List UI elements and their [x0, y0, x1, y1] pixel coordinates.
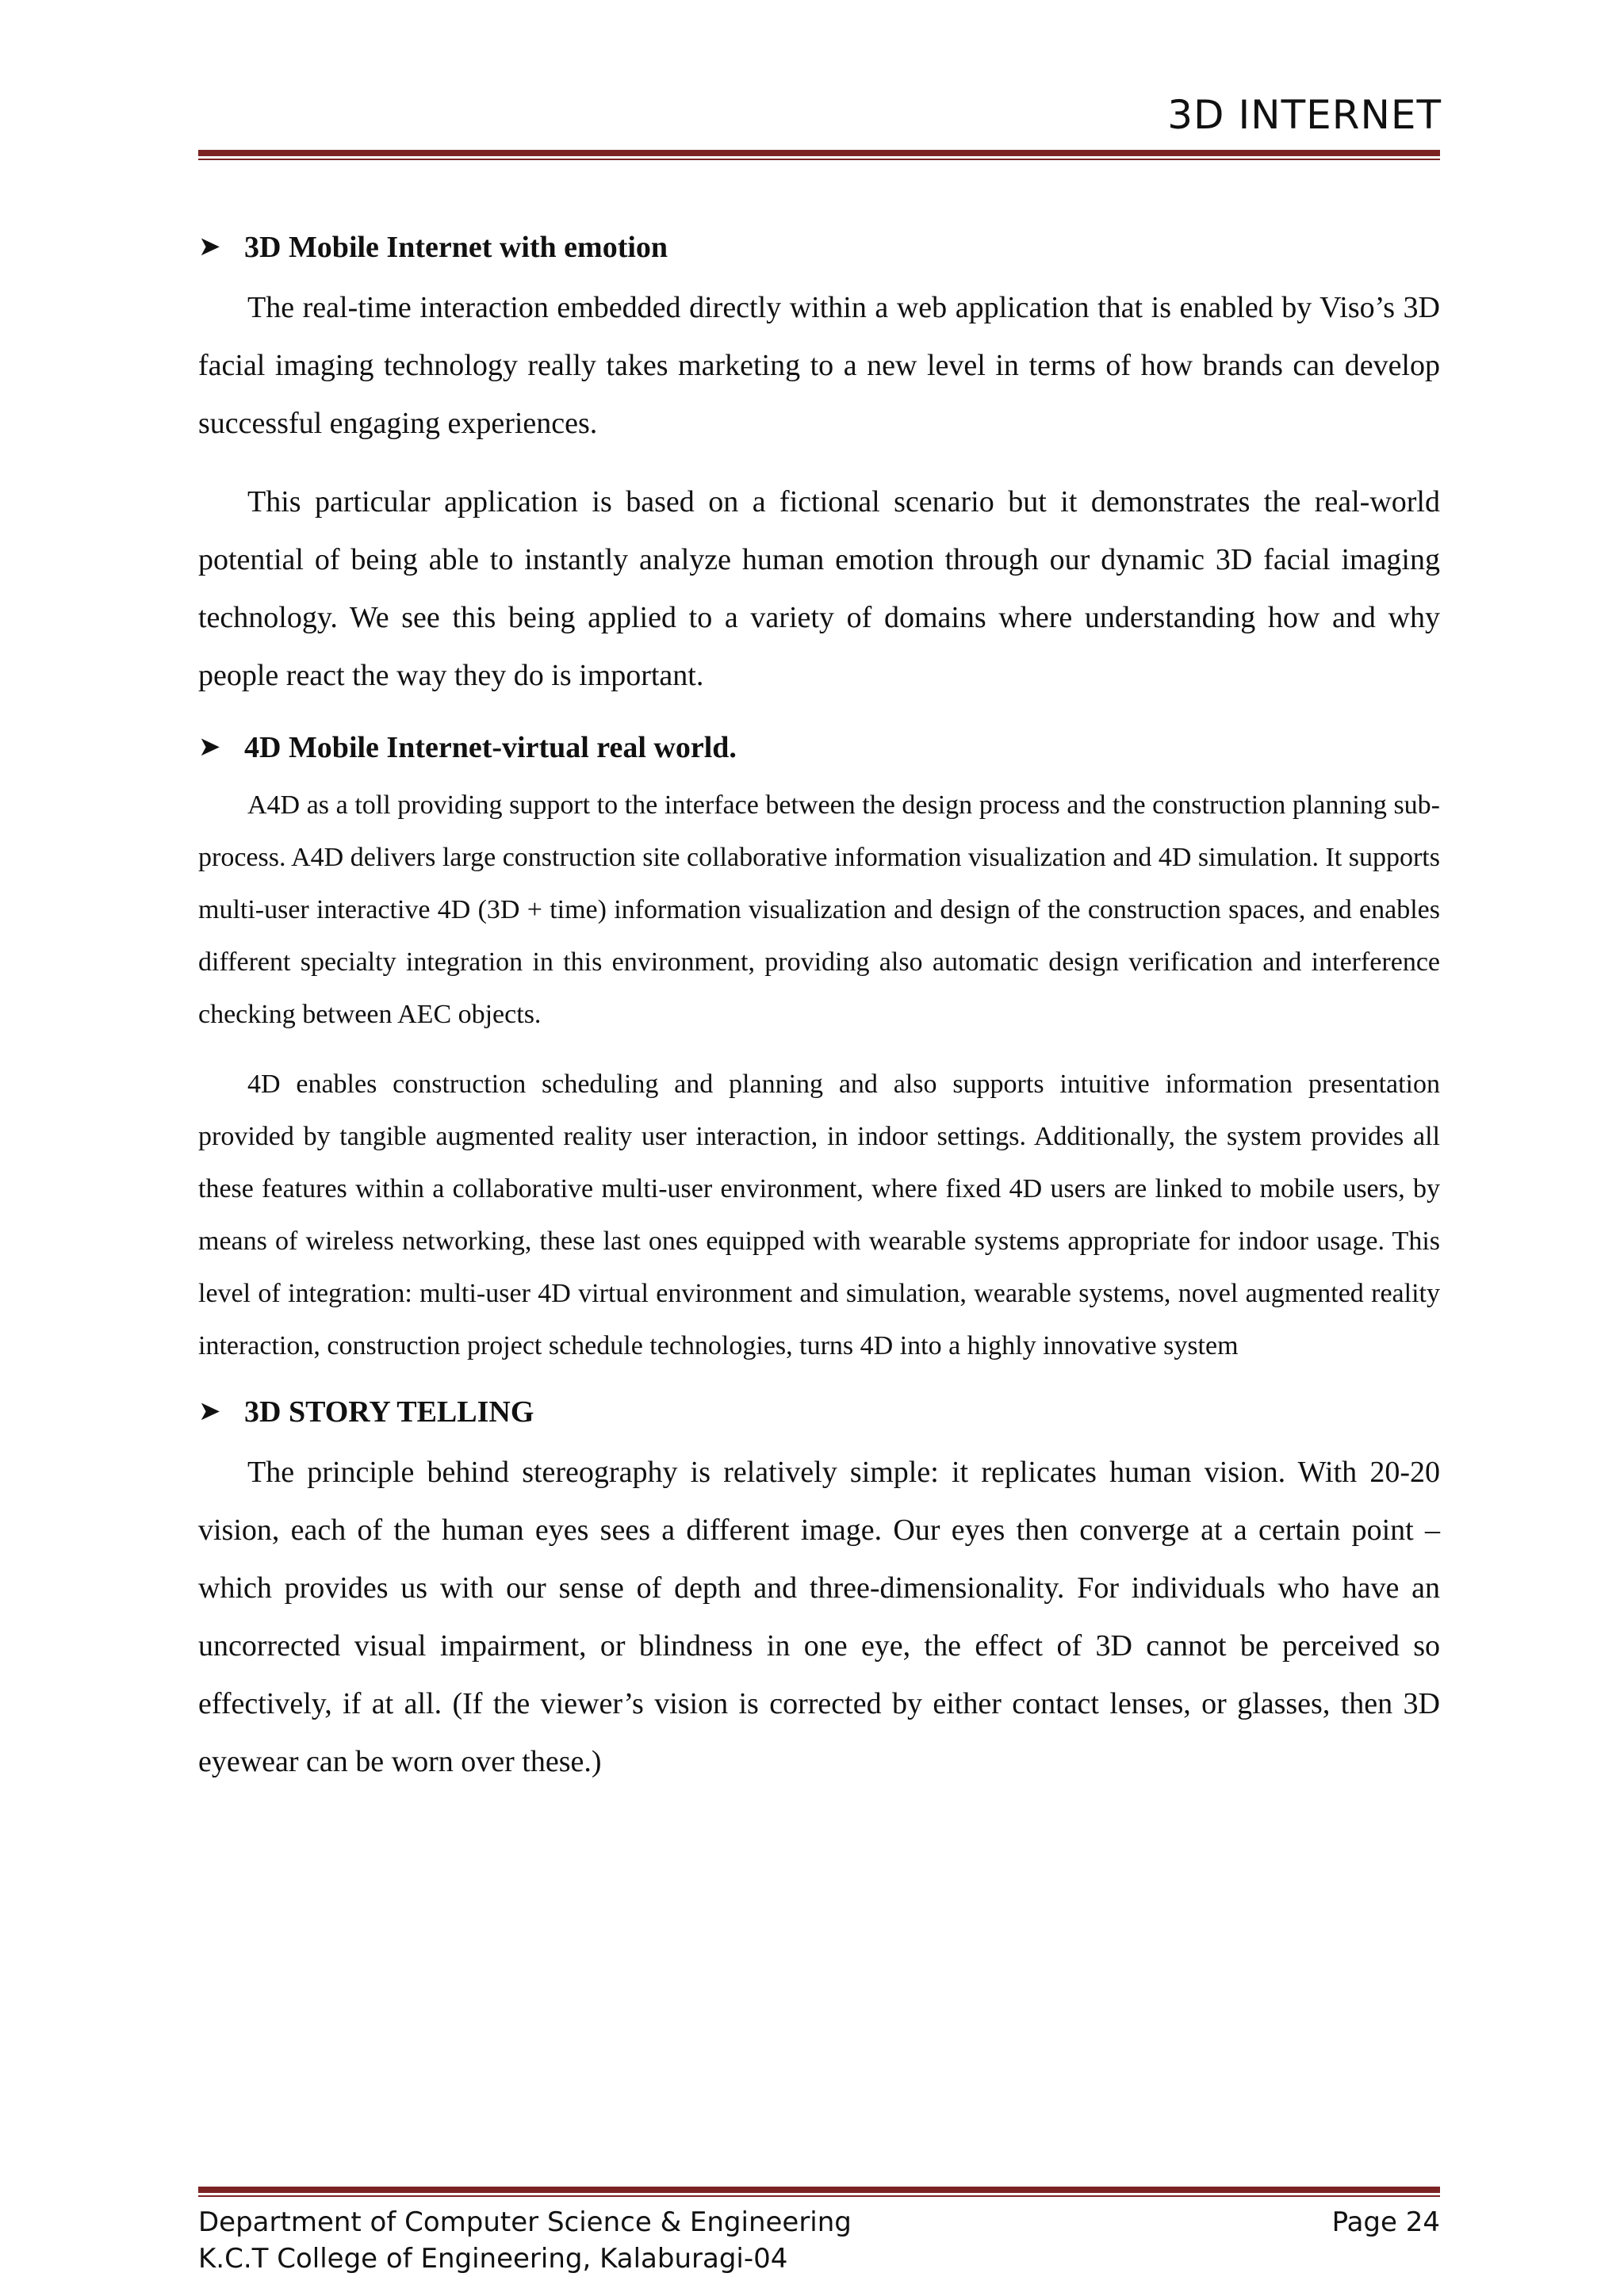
footer-college: K.C.T College of Engineering, Kalaburagi-04: [198, 2243, 788, 2275]
running-header-title: 3D INTERNET: [1167, 92, 1442, 138]
arrowhead-bullet-icon: ➤: [198, 1397, 221, 1426]
paragraph: A4D as a toll providing support to the interface between the design process and the construction planning sub-process. A4D delivers large construction site collaborative information visualization and 4D simulation. It supports multi-user interactive 4D (3D + time) information visualization and design of the construction spaces, and enables different specialty integration in this environment, providing also automatic design verification and interference checking between AEC objects.: [198, 790, 1440, 1029]
paragraph: This particular application is based on a fictional scenario but it demonstrates the real-world potential of being able to instantly analyze human emotion through our dynamic 3D facial imaging technology. We see this being applied to a variety of domains where understanding how and why people react the way they do is important.: [198, 485, 1440, 692]
paragraph: The real-time interaction embedded directly within a web application that is enabled by Viso’s 3D facial imaging technology really takes marketing to a new level in terms of how brands can develop successful engaging experiences.: [198, 291, 1440, 440]
body-content: [198, 214, 1440, 1812]
header-rule-thin: [198, 159, 1440, 160]
header-rule-thick: [198, 150, 1440, 156]
section-heading-text: 3D STORY TELLING: [244, 1395, 534, 1429]
footer-department: Department of Computer Science & Engineering: [198, 2206, 852, 2238]
paragraph: The principle behind stereography is relatively simple: it replicates human vision. With 20-20 vision, each of the human eyes sees a different image. Our eyes then converge at a certain point – which provides us with our sense of depth and three-dimensionality. For individuals who have an uncorrected visual impairment, or blindness in one eye, the effect of 3D cannot be perceived so effectively, if at all. (If the viewer’s vision is corrected by either contact lenses, or glasses, then 3D eyewear can be worn over these.): [198, 1456, 1440, 1778]
arrowhead-bullet-icon: ➤: [198, 733, 221, 762]
section-heading-3d-mobile-internet: [198, 225, 1440, 270]
footer-rule-thick: [198, 2187, 1440, 2193]
paragraph: 4D enables construction scheduling and planning and also supports intuitive information presentation provided by tangible augmented reality user interaction, in indoor settings. Additionally, the system provides all these features within a collaborative multi-user environment, where fixed 4D users are linked to mobile users, by means of wireless networking, these last ones equipped with wearable systems appropriate for indoor usage. This level of integration: multi-user 4D virtual environment and simulation, wearable systems, novel augmented reality interaction, construction project schedule technologies, turns 4D into a highly innovative system: [198, 1070, 1440, 1360]
section-heading-text: 4D Mobile Internet-virtual real world.: [244, 731, 737, 764]
footer-page-number: Page 24: [1331, 2206, 1440, 2238]
section-heading-text: 3D Mobile Internet with emotion: [244, 231, 668, 264]
arrowhead-bullet-icon: ➤: [198, 232, 221, 262]
section-heading-4d-mobile-internet: [198, 725, 1440, 770]
page-footer: [198, 2204, 1440, 2277]
section-heading-3d-story-telling: [198, 1390, 1440, 1434]
footer-row-bottom: [198, 2241, 1440, 2277]
footer-row-top: [198, 2204, 1440, 2241]
footer-rule-thin: [198, 2195, 1440, 2197]
